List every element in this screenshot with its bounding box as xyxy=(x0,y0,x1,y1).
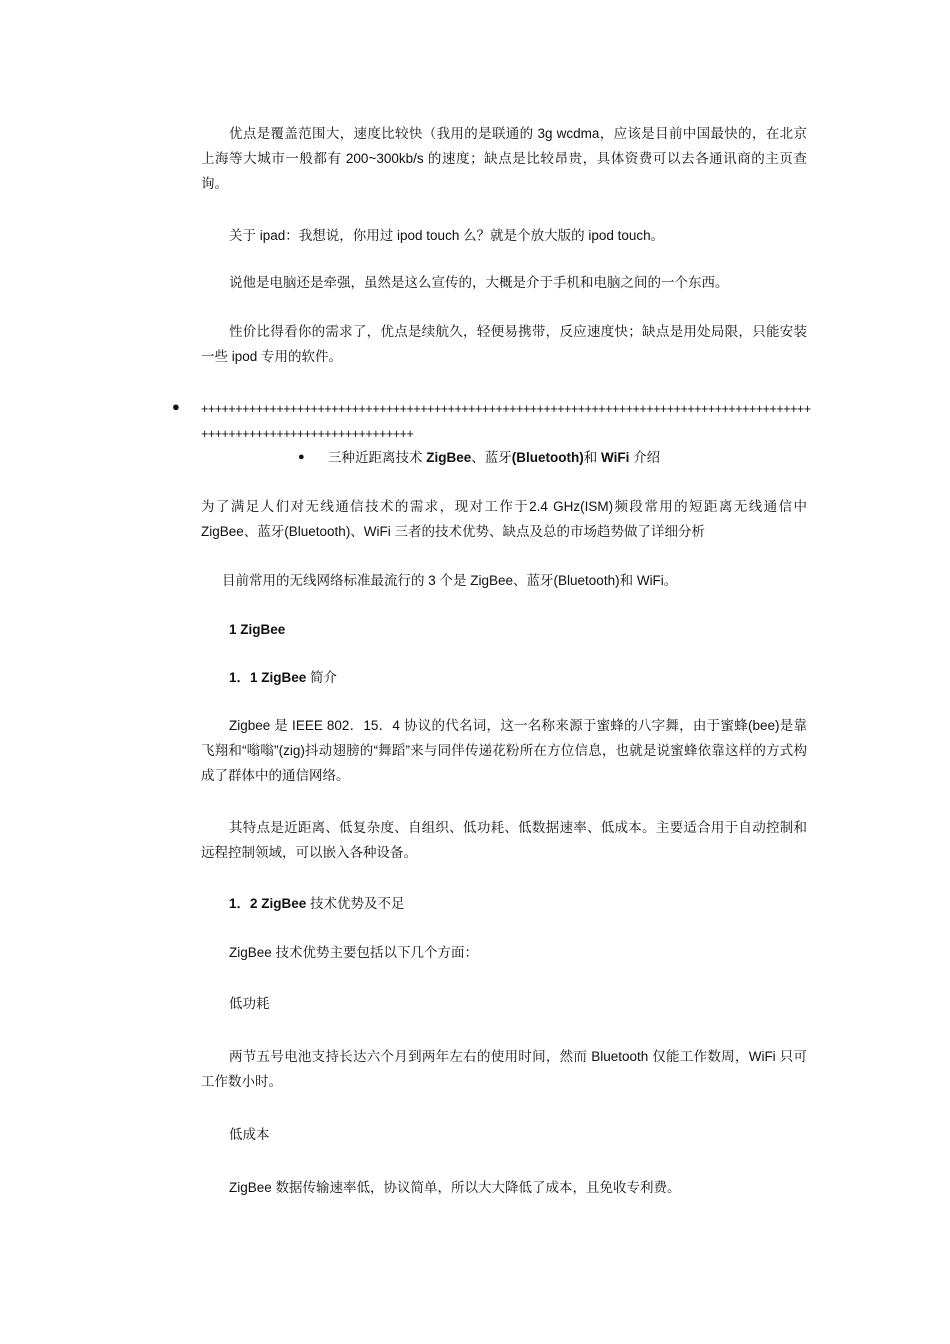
paragraph-ipad-computer: 说他是电脑还是牵强，虽然是这么宣传的，大概是介于手机和电脑之间的一个东西。 xyxy=(229,275,729,290)
heading-zigbee-intro: 1．1 ZigBee 简介 xyxy=(229,670,338,685)
paragraph-wireless-overview: 为了满足人们对无线通信技术的需求，现对工作于2.4 GHz(ISM)频段常用的短距离无线通信中 ZigBee、蓝牙(Bluetooth)、WiFi 三者的技术优势、缺点及总的市场趋势做了详细分析 xyxy=(201,499,807,539)
section-heading-three-techs: 三种近距离技术 ZigBee、蓝牙(Bluetooth)和 WiFi 介绍 xyxy=(328,450,661,465)
paragraph-ipad-value: 性价比得看你的需求了，优点是续航久，轻便易携带，反应速度快；缺点是用处局限，只能安装一些 ipod 专用的软件。 xyxy=(201,324,807,364)
paragraph-zigbee-definition: Zigbee 是 IEEE 802．15．4 协议的代名词，这一名称来源于蜜蜂的八字舞，由于蜜蜂(bee)是靠飞翔和“嗡嗡”(zig)抖动翅膀的“舞蹈”来与同伴传递花粉所在方位信息，也就是说蜜蜂依靠这样的方式构成了群体中的通信网络。 xyxy=(201,718,807,783)
paragraph-3g-pros-cons: 优点是覆盖范围大，速度比较快（我用的是联通的 3g wcdma，应该是目前中国最快的，在北京上海等大城市一般都有 200~300kb/s 的速度；缺点是比较昂贵，具体资费可以去各通讯商的主页查询。 xyxy=(201,126,807,191)
bullet-dot-icon: ● xyxy=(172,399,180,414)
subheading-low-power: 低功耗 xyxy=(229,996,270,1011)
bullet-dot-icon: ● xyxy=(298,451,305,463)
separator-plus-line: ++++++++++++++++++++++++++++++++++++++++++++++++++++++++++++++++++++++++++++++++++++++++++++++++++++++++++++++++++++++++ xyxy=(201,402,811,441)
paragraph-battery-life: 两节五号电池支持长达六个月到两年左右的使用时间，然而 Bluetooth 仅能工作数周，WiFi 只可工作数小时。 xyxy=(201,1049,807,1089)
heading-zigbee: 1 ZigBee xyxy=(229,622,286,637)
heading-zigbee-pros-cons: 1．2 ZigBee 技术优势及不足 xyxy=(229,896,405,911)
paragraph-zigbee-advantages: ZigBee 技术优势主要包括以下几个方面： xyxy=(229,945,479,960)
subheading-low-cost: 低成本 xyxy=(229,1127,270,1142)
paragraph-ipad-intro: 关于 ipad：我想说，你用过 ipod touch 么？就是个放大版的 ipod touch。 xyxy=(229,228,665,243)
paragraph-zigbee-features: 其特点是近距离、低复杂度、自组织、低功耗、低数据速率、低成本。主要适合用于自动控制和远程控制领域，可以嵌入各种设备。 xyxy=(201,820,807,860)
paragraph-popular-standards: 目前常用的无线网络标准最流行的 3 个是 ZigBee、蓝牙(Bluetooth)和 WiFi。 xyxy=(222,573,678,588)
paragraph-low-cost-detail: ZigBee 数据传输速率低，协议简单，所以大大降低了成本，且免收专利费。 xyxy=(229,1180,681,1195)
